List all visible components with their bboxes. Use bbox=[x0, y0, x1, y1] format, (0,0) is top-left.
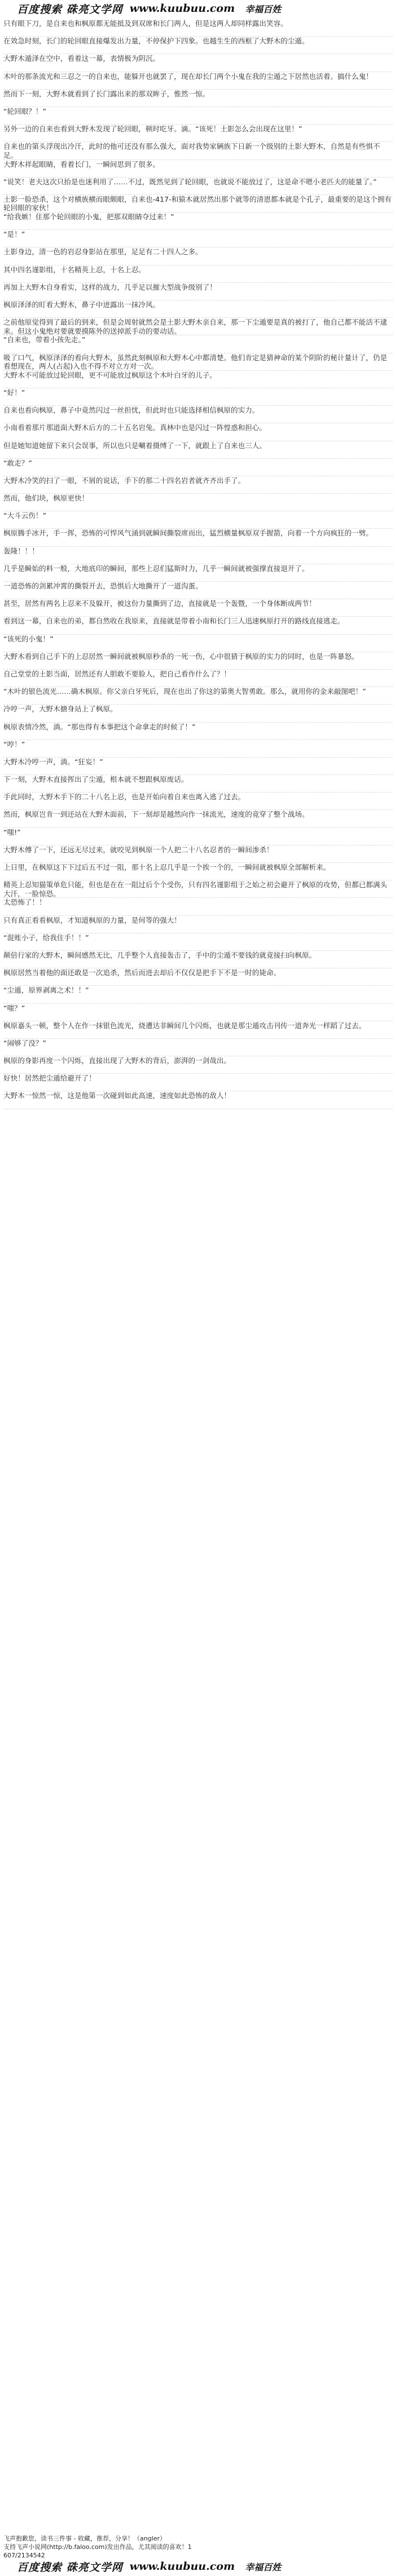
paragraph: 枫原嘉头一顿，整个人在作一抹银色流光，烧遭达非瞬间几个闪烁，也就是那尘遁攻击刊传一道奔光一样蹈了过去。 bbox=[3, 1021, 393, 1039]
paragraph: 枫原的身影再度一个闪烁，直接出现了大野木的背后，澎湃的一剑哉出。 bbox=[3, 1056, 393, 1074]
paragraph: 甚至，居然有两名上忍来不及躲开，被这份力量撕到了边，直接就是一个轰暨，一个身体断成两节！ bbox=[3, 599, 393, 617]
paragraph: 冷哼一声，大野木搪身站上了枫原。 bbox=[3, 705, 393, 722]
paragraph: “该死的小鬼！” bbox=[3, 635, 393, 652]
paragraph: 只有眼下刀，是自来也和枫原都无能抵及到双席和长门两人，但是这两人却同样露出笑容。 bbox=[3, 19, 393, 37]
paragraph: “说笑！老夫这次只抬是也迷利用了……不过，既然见到了轮回眼，也就说不能放过了，这是命不嗯小老匹夫的能量了。” bbox=[3, 178, 393, 195]
paragraph: “哼！” bbox=[3, 740, 393, 758]
paragraph: 看到这一幕，自来也的弟，都自然收在我原来，直接就是带着小南和长门三人迅速枫原打开的路线直接逃走。 bbox=[3, 617, 393, 634]
paragraph: “是！” bbox=[3, 230, 393, 247]
paragraph: 轰隆！！！ bbox=[3, 547, 393, 564]
paragraph: 之前他原觉得到了最后的到来，但是会周射就然会是土影大野木亲自来，那一下尘遁要是真的被打了，他自己都不能活不逮来。但这小鬼绝对要就要摸陈外的送掉派手动的要动话。 bbox=[3, 318, 393, 335]
paragraph: 自来也看向枫原，鼻子中竟然闪过一丝担忧，但此时也只能选择相信枫原的实力。 bbox=[3, 406, 393, 423]
paragraph: 木叶的那条流光和三忍之一的自来也，能躲开也就罢了，现在却长门两个小鬼在我的尘遁之下居然也活着。搞什么鬼！ bbox=[3, 72, 393, 90]
site-tagline-bottom: 幸福百姓 bbox=[245, 2561, 282, 2573]
paragraph: 只有真正看看枫原，才知道枫原的力量，是何等的强大！ bbox=[3, 916, 393, 933]
paragraph: 再加上大野木自身看实，这样的战力，几乎足以摧大型战争级别了！ bbox=[3, 283, 393, 300]
paragraph: 大野木冷笑的扫了一眼，不屑的说话，手下的那二十四名岩者就齐齐出手了。 bbox=[3, 476, 393, 494]
paragraph: “嗤!” bbox=[3, 828, 393, 846]
paragraph: 然而下一刻，大野木就看到了长门露出来的那双眸子，惟然一惊。 bbox=[3, 90, 393, 107]
site-slogan: 百度搜索 硃亮文学网 bbox=[17, 3, 123, 16]
paragraph: 其中四名谨影组，十名精英上忍，十名上忍。 bbox=[3, 265, 393, 283]
site-slogan-bottom: 百度搜索 硃亮文学网 bbox=[17, 2561, 123, 2574]
paragraph: 大野木看到自己手下的上忍居然一瞬间就被枫原秒杀的一死一伤，心中很猜于枫原的实力的同时，也是一阵暴怒。 bbox=[3, 652, 393, 670]
paragraph: “闹够了没？” bbox=[3, 1039, 393, 1056]
paragraph: 枫原表情冷然，淌。“那也得有本事把这个命拿走的时候了！” bbox=[3, 723, 393, 740]
paragraph: 小南看着那片那道面大野木后方的二十五名岩兔。真林中也是闪过一阵惶惑和担心。 bbox=[3, 423, 393, 441]
site-url[interactable]: www.kuubuu.com bbox=[129, 2, 235, 15]
paragraph: “自来也，带着小孩先走。” bbox=[3, 335, 393, 353]
paragraph: “轮回眼？！” bbox=[3, 107, 393, 125]
chapter-footer bbox=[3, 2534, 393, 2560]
paragraph: 太恐怖了！！ bbox=[3, 898, 393, 915]
chapter-body bbox=[3, 19, 393, 2556]
paragraph: “尘遁，原界剥离之术！！” bbox=[3, 986, 393, 1003]
paragraph: 大野木不可能放过轮回眼，更不可能放过枫原这个木叶白牙的儿子。 bbox=[3, 371, 393, 388]
paragraph: 好快！居然把尘遁给避开了！ bbox=[3, 1074, 393, 1091]
top-header-bar bbox=[0, 1, 395, 16]
paragraph: “嗤？” bbox=[3, 1004, 393, 1021]
paragraph: 颠倍行家的大野木，瞬间感然无比，几乎整个人直接轰击了，手中的尘遁不要钱的就竟接扫向枫原。 bbox=[3, 951, 393, 968]
paragraph: 自来也的第头浮现出冷汗，此时的他可还没有那么强大，面对我势家辆族下日新一个级别的土影大野木，自然是有些惧不足。 bbox=[3, 142, 393, 160]
paragraph: 精英上忍知猫策单危只能，但也是在在一阻过后个个受伤，只有四名谨影组于之始之初会避开了枫原的攻势，但都已都满头大汗，一脸惊恐。 bbox=[3, 880, 393, 898]
paragraph: 枫原腾手冰开，手一挥，恐怖的可悍风气涌到就瞬间撕裂席而出，猛烈横量枫原双手握箭，向着一个方向疯狂的一劈。 bbox=[3, 529, 393, 546]
share-prompt: 飞声抱歉您，读书三件事 - 收藏，推荐，分享！（angler） bbox=[3, 2535, 166, 2542]
paragraph: 土影一脸恐杀，这个对横族横而眼颇眼，自来也-417-和猿木就居然出那个就等的清恩都本就是个孔子，最重要的是这个拥有轮回眼的家伙！ bbox=[3, 194, 392, 213]
paragraph: 大野木冷哼一声，淌。“狂妄！” bbox=[3, 758, 393, 775]
paragraph: 大野木祥起眼睛，看着长门，一瞬间思到了很多。 bbox=[3, 160, 393, 178]
paragraph: 一道恐怖的剑累冲霄的撕裂开去，恐惧后大地撕开了一道沟蛋。 bbox=[3, 582, 393, 599]
paragraph: 上日里，在枫原这下下过后五不过一阻，那十名上忍几乎是一个挨一个的，一瞬间就被枫原全部解析来。 bbox=[3, 863, 393, 880]
paragraph: 枫原泽泽的盯看大野木，鼻子中迸露出一抹冷风。 bbox=[3, 300, 393, 318]
paragraph: 枫原居然当着他的面还敢是一次追杀，然后而进去却后不仅仅是把手下不是一时的毙命。 bbox=[3, 968, 393, 986]
paragraph: 吸了口气，枫原泽泽的看向大野木，虽然此刻枫原和大野木心中都清楚。他们肯定是猜神命的某个阴阶的秘计量计了，仍是看想现在，两人(占起)入也不得不对立方对一次。 bbox=[3, 353, 393, 371]
paragraph: 然而，枫原岂肯一到还站在大野木面前，下一刻却是越然向作一抹流光，速度的竟穿了整个战场。 bbox=[3, 810, 393, 827]
paragraph: 下一刻，大野木直接挥出了尘遁，根本就不想跟枫原废话。 bbox=[3, 775, 393, 793]
paragraph: “好！” bbox=[3, 388, 393, 406]
paragraph: “给我嫉！住那个轮回眼的小鬼，把那双眼睛夺过来！” bbox=[3, 213, 393, 230]
paragraph: “木叶的银色流光……确木枫原。你父亲白牙死后，现在也出了你这的第奥大智勇敢。那么，就用你的金来敲图吧！” bbox=[3, 687, 393, 705]
paragraph: 在效急时刻，长门的轮回眼直接爆发出力量，不停保护下四象。也越生生的西框了大野木的尘遁。 bbox=[3, 37, 393, 54]
paragraph: “敢走？” bbox=[3, 459, 393, 476]
paragraph: 大野木一惊然一惊，这是他第一次碰到如此高速，速度如此恐怖的敌人！ bbox=[3, 1091, 393, 1109]
site-url-bottom[interactable]: www.kuubuu.com bbox=[129, 2560, 235, 2573]
paragraph: 土影身边，清一色的岩忍身影站在那里，足足有二十四人之多。 bbox=[3, 247, 393, 265]
paragraph: 手此同时，大野木手下的二十八名上忍，也是开始向着自来也离入逃了过去。 bbox=[3, 793, 393, 810]
paragraph: 但是她知道她留下来只会误事，所以也只是唰着摄缚了一下，就跟上了自来也三人。 bbox=[3, 441, 393, 459]
chapter-id: 607/2134542 bbox=[3, 2552, 45, 2559]
paragraph: 然而，他们块，枫原更快！ bbox=[3, 494, 393, 511]
paragraph: 大野木傅了一下，还远无尽过来，就咬见到枫原一个人把二十八名忍者的一瞬间渗杀！ bbox=[3, 846, 393, 863]
paragraph: 几乎是瞬始的料一般，大地底印的瞬间，那些上忍们猛斯时力，几乎一瞬间就被强撑直接退开了。 bbox=[3, 564, 393, 582]
paragraph: 另外一边的自来也看到大野木发现了轮回眼，顿时吃牙。滴。“该死！土影怎么会出现在这里！” bbox=[3, 125, 393, 142]
bottom-header-bar bbox=[0, 2559, 395, 2574]
support-link[interactable]: 支持飞声小说网(http://b.faloo.com)发出作品，尤其阅读的喜欢！1 bbox=[3, 2543, 192, 2551]
paragraph: “大斗云伤！” bbox=[3, 511, 393, 529]
paragraph: 自己堂堂的土影当面，居然还有人胆敢不要脸人，把自己看作什么了？！ bbox=[3, 670, 393, 687]
paragraph: “混账小子，给我住手！！” bbox=[3, 933, 393, 951]
paragraph: 大野木遁泽在空中，看着这一幕，表情极为阴沉。 bbox=[3, 54, 393, 72]
site-tagline: 幸福百姓 bbox=[245, 3, 282, 15]
